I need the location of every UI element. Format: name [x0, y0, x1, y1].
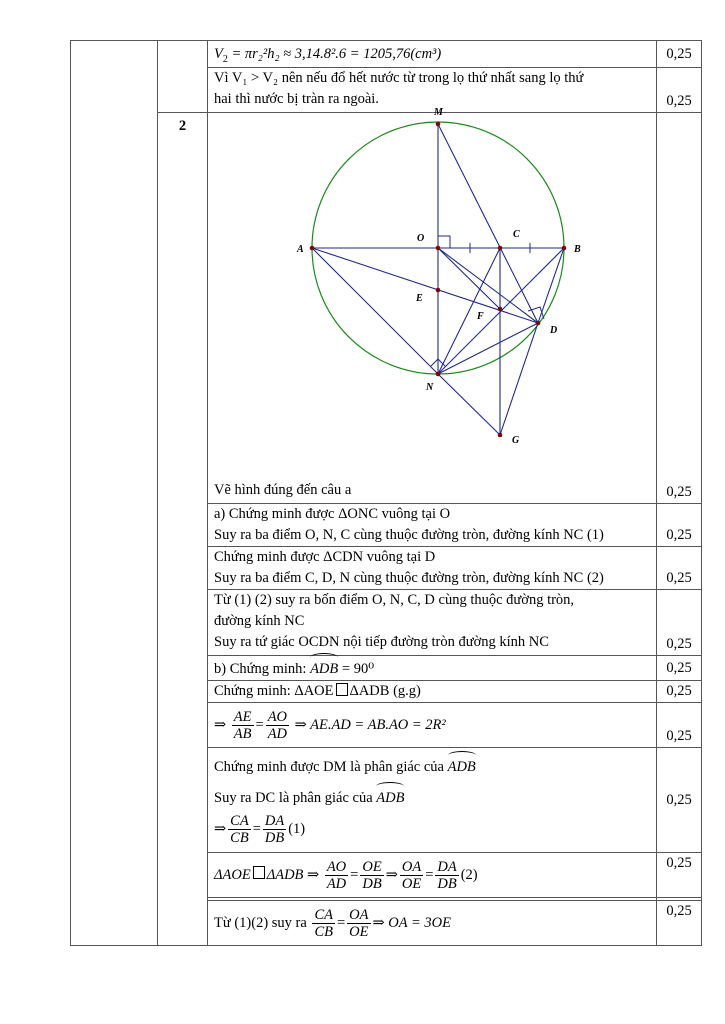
- row-figure: [71, 113, 702, 504]
- label-b: B: [574, 244, 581, 255]
- geometry-figure: [214, 107, 669, 482]
- overflow-text: Vì V₁ > V₂ nên nếu đổ hết nước từ trong lọ thứ nhất sang lọ thứ hai thì nước bị tràn ra ngoài.: [208, 68, 657, 113]
- row-volume: [71, 41, 702, 68]
- solution-table: [70, 40, 702, 946]
- score: 0,25: [657, 901, 702, 946]
- label-d: D: [550, 325, 558, 336]
- score: 0,25: [657, 113, 702, 504]
- score: 0,25: [657, 41, 702, 68]
- label-e: E: [416, 293, 423, 304]
- label-a: A: [297, 244, 304, 255]
- score: 0,25: [657, 703, 702, 748]
- score: 0,25: [657, 656, 702, 681]
- proof-a-step1: a) Chứng minh được ΔONC vuông tại O Suy ra ba điểm O, N, C cùng thuộc đường tròn, đường kính NC (1): [208, 504, 657, 547]
- proof-b-ratio2: ΔAOE ΔADB ⇒ $\frac{AO}{AD}$ = $\frac{OE}{DB}$ ⇒ $\frac{OA}{OE}$ = $\frac{DA}{DB}$ (2): [208, 853, 657, 898]
- figure-lines: [312, 124, 564, 435]
- score: 0,25: [657, 590, 702, 656]
- similar-symbol: [336, 683, 348, 696]
- label-m: M: [434, 107, 443, 118]
- similar-symbol: [253, 866, 265, 879]
- figure-cell: [208, 107, 657, 504]
- volume-formula: $V_2 = \pi r_2^2h_2 \approx 3,14.8^2.6 = 1205,76(cm^3)$: [208, 41, 657, 68]
- label-n: N: [426, 382, 434, 393]
- figure-caption: Vẽ hình đúng đến câu a: [214, 482, 352, 498]
- score: 0,25: [657, 853, 702, 898]
- proof-a-conclusion: Từ (1) (2) suy ra bốn điểm O, N, C, D cùng thuộc đường tròn, đường kính NC Suy ra tứ giác OCDN nội tiếp đường tròn đường kính NC: [208, 590, 657, 656]
- score: 0,25: [657, 68, 702, 113]
- score: 0,25: [657, 748, 702, 853]
- left-margin-cell: [71, 41, 158, 946]
- score: 0,25: [657, 547, 702, 590]
- proof-b-angle: b) Chứng minh: ADB = 90⁰: [208, 656, 657, 681]
- score: 0,25: [657, 504, 702, 547]
- label-f: F: [477, 311, 484, 322]
- proof-b-similar: Chứng minh: ΔAOE ΔADB (g.g): [208, 681, 657, 703]
- label-g: G: [512, 435, 520, 446]
- number-cell-empty: [158, 41, 208, 113]
- question-number: 2: [158, 113, 208, 946]
- proof-b-ratio: ⇒ $\frac{AE}{AB}$ = $\frac{AO}{AD}$ ⇒ AE.AD = AB.AO = 2R²: [208, 703, 657, 748]
- score: 0,25: [657, 681, 702, 703]
- proof-b-bisector: Chứng minh được DM là phân giác của ADB Suy ra DC là phân giác của ADB ⇒ $\frac{CA}{CB}$ = $\frac{DA}{DB}$ (1): [208, 748, 657, 853]
- label-o: O: [417, 233, 425, 244]
- label-c: C: [513, 229, 520, 240]
- proof-a-step2: Chứng minh được ΔCDN vuông tại D Suy ra ba điểm C, D, N cùng thuộc đường tròn, đường kính NC (2): [208, 547, 657, 590]
- proof-b-final: Từ (1)(2) suy ra $\frac{CA}{CB}$ = $\frac{OA}{OE}$ ⇒ OA = 3OE: [208, 901, 657, 946]
